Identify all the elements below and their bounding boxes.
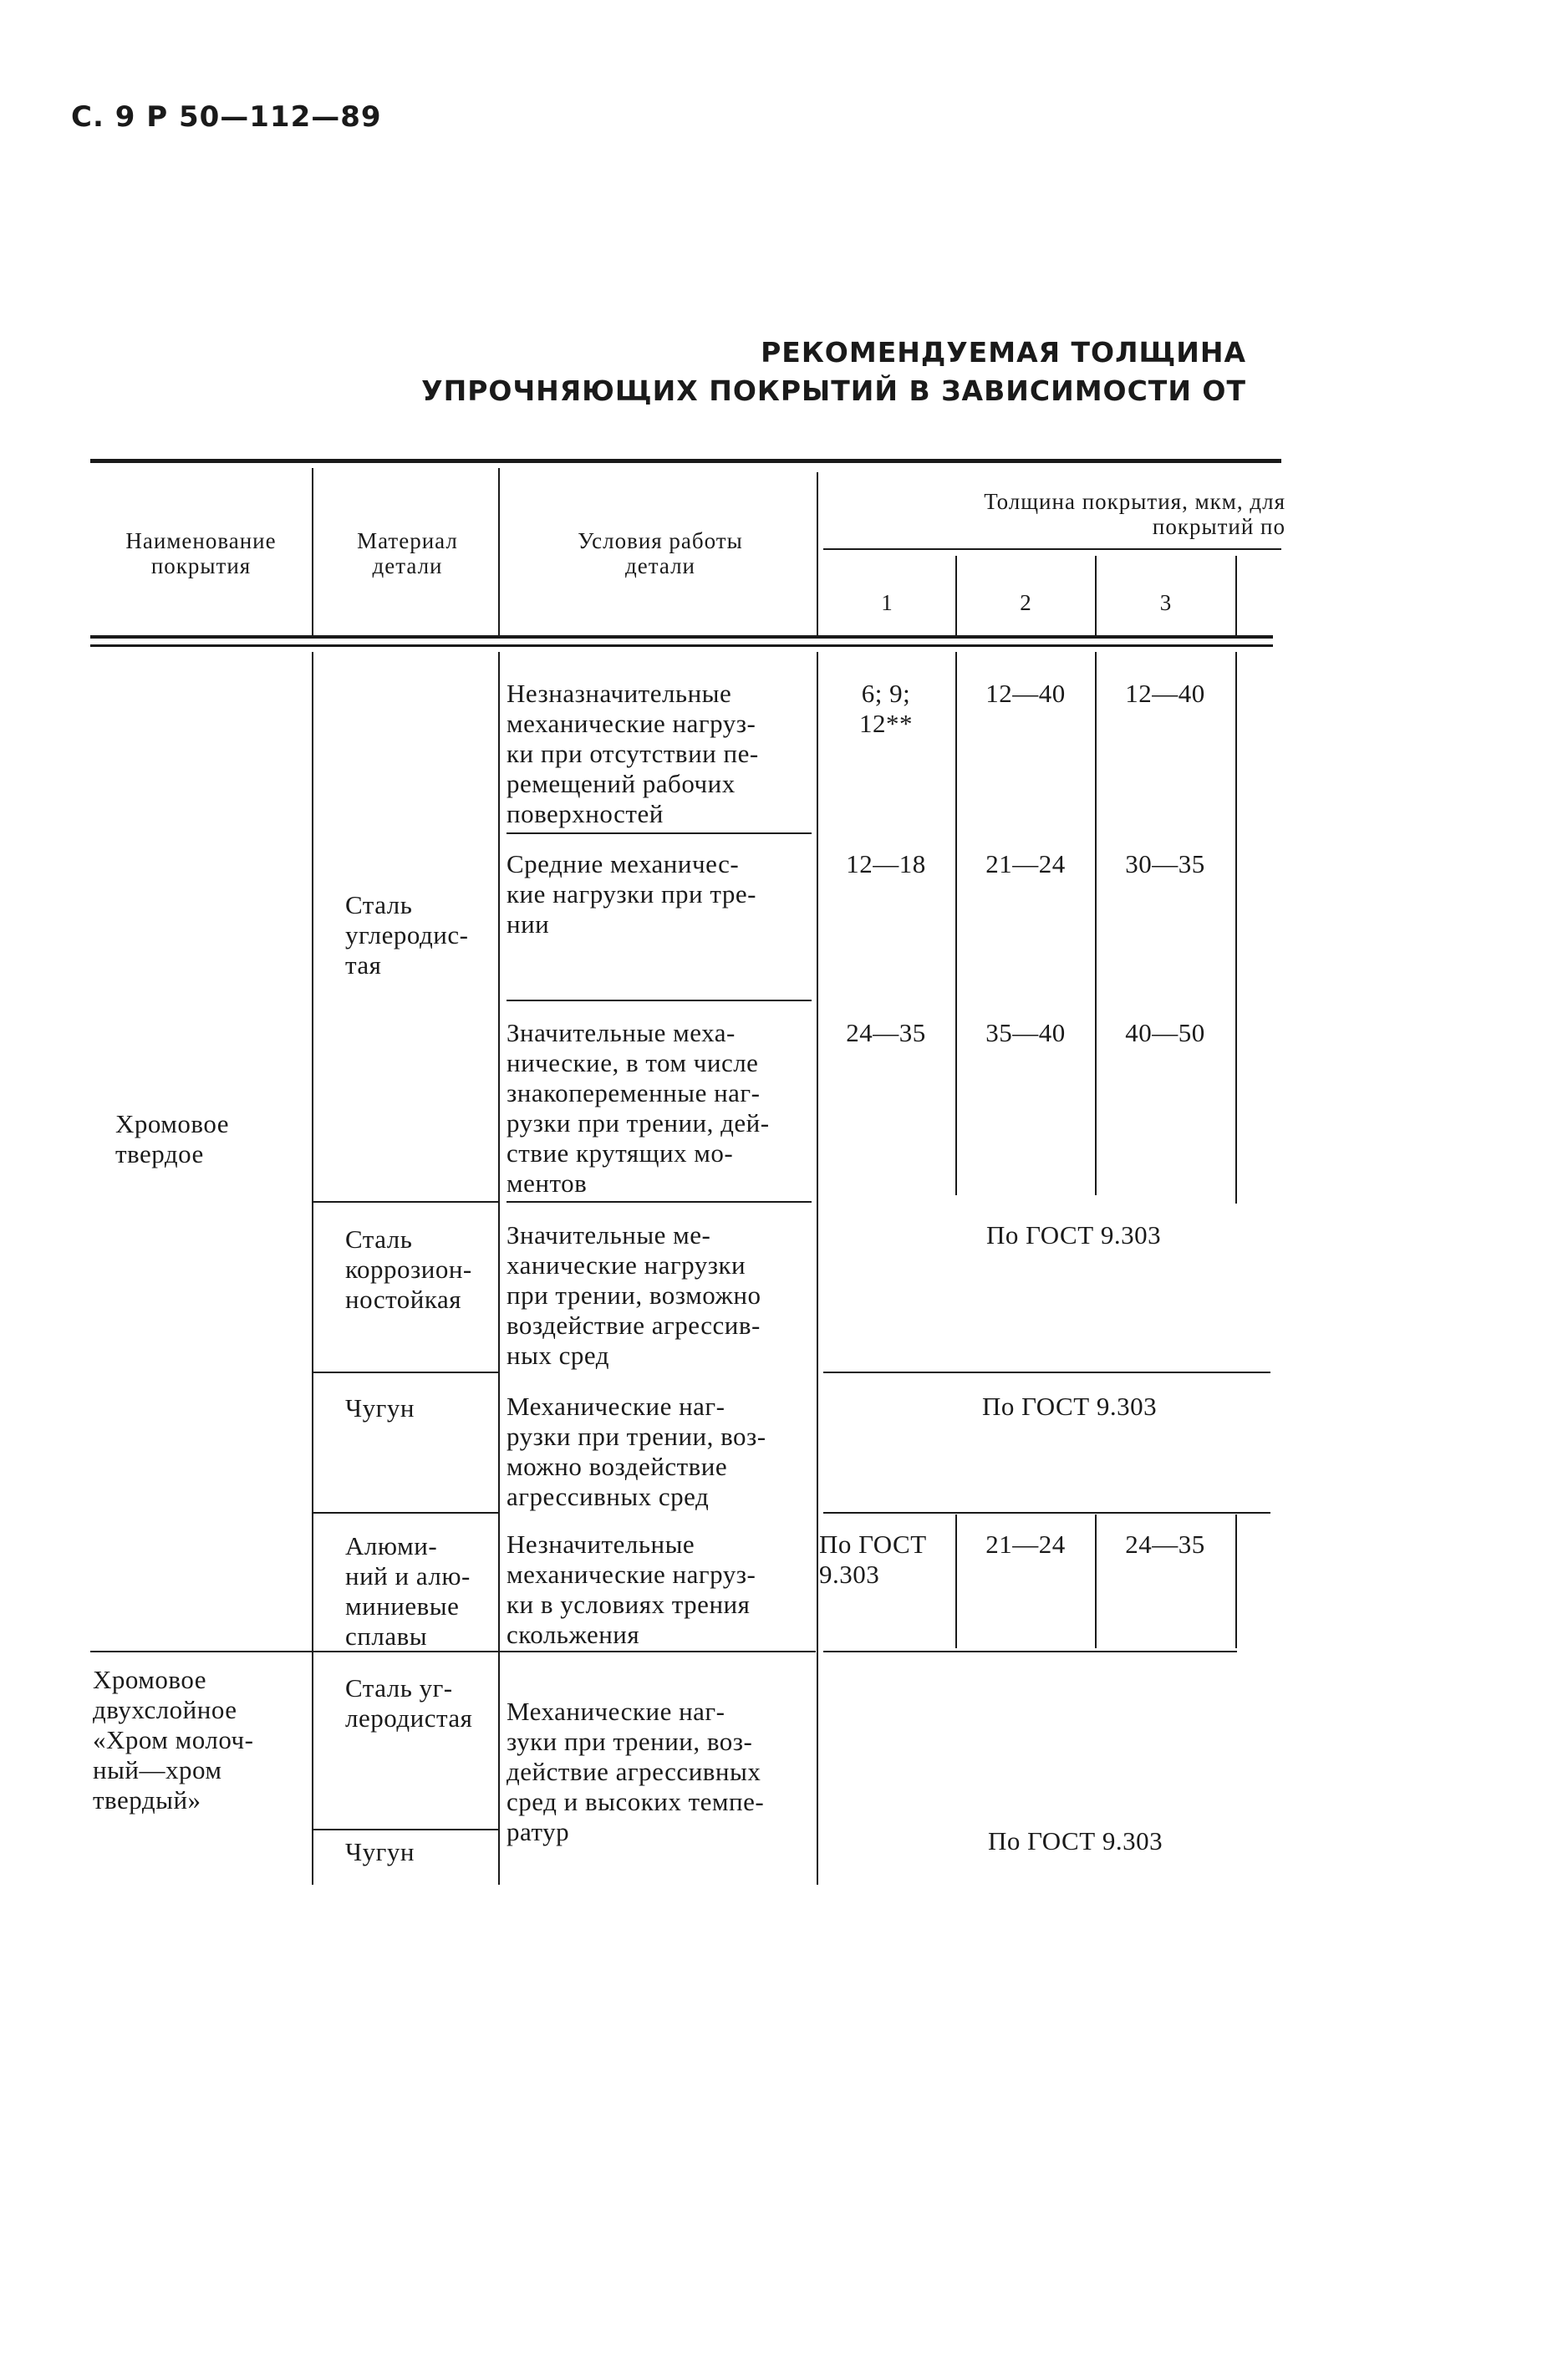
row-1-group-2: 12—40 [985, 679, 1066, 708]
header-coating-name: Наименование покрытия [125, 528, 277, 578]
conditions-row-5: Механические наг- рузки при трении, воз- можно воздействие агрессивных сред [507, 1392, 766, 1511]
material-carbon-steel-2: Сталь уг- леродистая [345, 1673, 473, 1733]
row-7-merged: По ГОСТ 9.303 [988, 1826, 1163, 1855]
row-3-group-2: 35—40 [985, 1018, 1066, 1047]
table-title-line-2: УПРОЧНЯЮЩИХ ПОКРЫТИЙ В ЗАВИСИМОСТИ ОТ [421, 374, 1246, 407]
row-2-group-2: 21—24 [985, 849, 1066, 878]
header-group-3: 3 [1159, 590, 1173, 615]
conditions-row-6: Незначительные механические нагруз- ки в условиях трения скольжения [507, 1530, 756, 1649]
row-1-group-1: 6; 9; 12** [859, 679, 913, 738]
coating-hard-chrome: Хромовое твердое [115, 1109, 229, 1168]
row-3-group-3: 40—50 [1125, 1018, 1205, 1047]
header-group-2: 2 [1020, 590, 1032, 615]
row-2-group-3: 30—35 [1125, 849, 1205, 878]
material-cast-iron-2: Чугун [345, 1837, 415, 1866]
header-conditions: Условия работы детали [578, 528, 743, 578]
header-material: Материал детали [357, 528, 458, 578]
conditions-row-3: Значительные меха- нические, в том числе знакопеременные наг- рузки при трении, дей- ствие крутящих мо- ментов [507, 1018, 770, 1198]
conditions-row-1: Незназначительные механические нагруз- ки при отсутствии пе- ремещений рабочих поверхностей [507, 679, 759, 828]
material-carbon-steel: Сталь углеродис- тая [345, 890, 469, 980]
row-1-group-3: 12—40 [1125, 679, 1205, 708]
row-6-group-3: 24—35 [1125, 1530, 1205, 1559]
material-cast-iron: Чугун [345, 1393, 415, 1423]
row-2-group-1: 12—18 [846, 849, 926, 878]
header-group-1: 1 [881, 590, 893, 615]
material-stainless-steel: Сталь коррозион- ностойкая [345, 1224, 472, 1314]
conditions-row-7: Механические наг- зуки при трении, воз- действие агрессивных сред и высоких темпе- ратур [507, 1697, 765, 1846]
row-6-group-1: По ГОСТ 9.303 [819, 1530, 927, 1589]
row-6-group-2: 21—24 [985, 1530, 1066, 1559]
conditions-row-2: Средние механичес- кие нагрузки при тре- нии [507, 849, 756, 939]
material-aluminium: Алюми- ний и алю- миниевые сплавы [345, 1531, 471, 1651]
header-thickness: Толщина покрытия, мкм, для покрытий по [984, 489, 1285, 539]
row-4-merged: По ГОСТ 9.303 [986, 1220, 1162, 1250]
row-5-merged: По ГОСТ 9.303 [982, 1392, 1158, 1421]
coating-double-chrome: Хромовое двухслойное «Хром молоч- ный—хром твердый» [93, 1665, 254, 1815]
conditions-row-4: Значительные ме- ханические нагрузки при трении, возможно воздействие агрессив- ных сред [507, 1220, 761, 1370]
page-header: С. 9 Р 50—112—89 [71, 100, 382, 134]
row-3-group-1: 24—35 [846, 1018, 926, 1047]
table-title-line-1: РЕКОМЕНДУЕМАЯ ТОЛЩИНА [761, 336, 1246, 369]
